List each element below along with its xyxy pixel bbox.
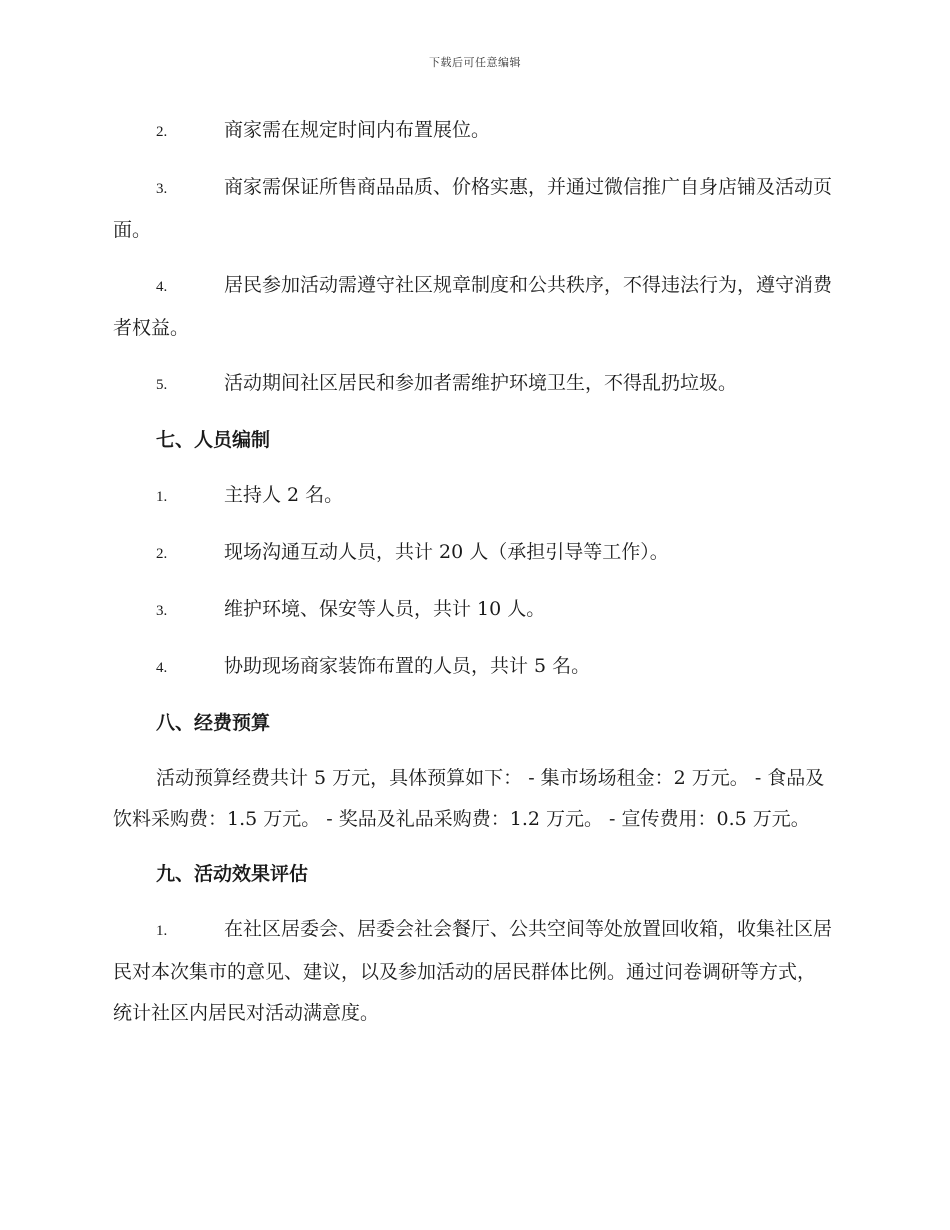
list-text: 现场沟通互动人员，共计 20 人（承担引导等工作）。 bbox=[224, 541, 669, 563]
budget-paragraph: 活动预算经费共计 5 万元，具体预算如下： - 集市场场租金：2 万元。 - 食品及饮料采购费：1.5 万元。 - 奖品及礼品采购费：1.2 万元。 - 宣传费用：0.5 万元。 bbox=[113, 767, 825, 830]
document-body bbox=[113, 110, 833, 1048]
page-header-note: 下载后可任意编辑 bbox=[429, 56, 521, 69]
list-item bbox=[113, 475, 833, 518]
list-number: 1. bbox=[156, 489, 168, 505]
list-item bbox=[113, 363, 833, 406]
list-item bbox=[113, 589, 833, 632]
list-text: 商家需在规定时间内布置展位。 bbox=[224, 119, 491, 141]
list-text: 维护环境、保安等人员，共计 10 人。 bbox=[224, 598, 546, 620]
section-heading-staff: 七、人员编制 bbox=[156, 429, 271, 451]
list-text: 商家需保证所售商品品质、价格实惠，并通过微信推广自身店铺及活动页面。 bbox=[113, 176, 833, 241]
list-item bbox=[113, 167, 833, 251]
list-item bbox=[113, 646, 833, 689]
list-item bbox=[113, 265, 833, 349]
section-heading-evaluation: 九、活动效果评估 bbox=[156, 863, 309, 885]
list-number: 2. bbox=[156, 546, 168, 562]
list-number: 4. bbox=[156, 660, 168, 676]
section-heading-budget: 八、经费预算 bbox=[156, 712, 271, 734]
list-number: 2. bbox=[156, 124, 168, 140]
list-number: 1. bbox=[156, 923, 168, 939]
list-number: 4. bbox=[156, 279, 168, 295]
list-item bbox=[113, 110, 833, 153]
list-number: 3. bbox=[156, 603, 168, 619]
list-item bbox=[113, 909, 833, 1034]
list-text: 主持人 2 名。 bbox=[224, 484, 344, 506]
list-text: 协助现场商家装饰布置的人员，共计 5 名。 bbox=[224, 655, 591, 677]
list-text: 居民参加活动需遵守社区规章制度和公共秩序，不得违法行为，遵守消费者权益。 bbox=[113, 274, 833, 339]
list-text: 活动期间社区居民和参加者需维护环境卫生，不得乱扔垃圾。 bbox=[224, 372, 738, 394]
list-number: 5. bbox=[156, 377, 168, 393]
list-number: 3. bbox=[156, 181, 168, 197]
list-text: 在社区居委会、居委会社会餐厅、公共空间等处放置回收箱，收集社区居民对本次集市的意见、建议，以及参加活动的居民群体比例。通过问卷调研等方式，统计社区内居民对活动满意度。 bbox=[113, 918, 833, 1024]
list-item bbox=[113, 532, 833, 575]
